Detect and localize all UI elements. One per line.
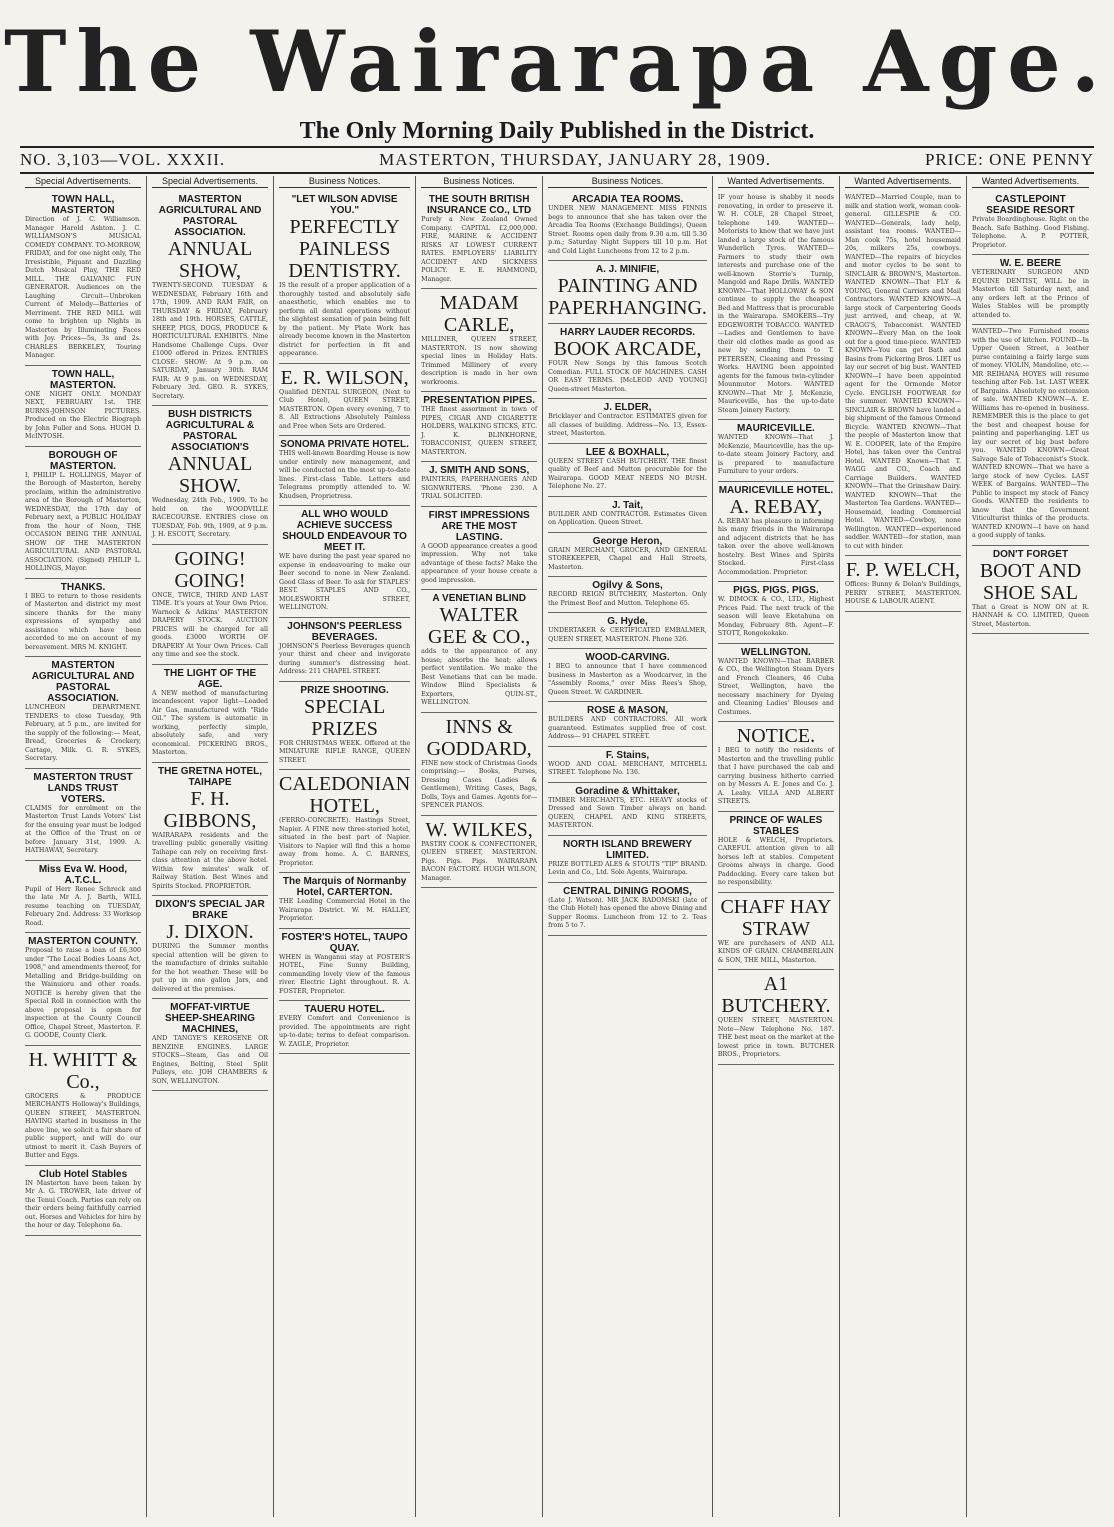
advertisement	[548, 533, 707, 578]
ad-display-line: PAINTING AND PAPERHANGING.	[548, 275, 707, 319]
ad-body-text: Offices: Bunny & Dolan's Buildings, PERRY STREET, MASTERTON. HOUSE & LABOUR AGENT.	[844, 581, 961, 605]
column-heading: Business Notices.	[421, 176, 537, 188]
ad-heading: SONOMA PRIVATE HOTEL.	[280, 439, 409, 450]
advertisement	[421, 590, 537, 713]
ad-body-text: I, PHILIP L. HOLLINGS, Mayor of the Borough of Masterton, hereby proclaim, within the administrative area of the Borough of Masterton, WEDNESDAY, the 17th day of February next, a PUBLIC HOLIDAY from the hour of Noon, THE OCCASION BEING THE ANNUAL SHOW OF THE MASTERTON AGRICULTURAL AND PASTORAL ASSOCIATION. (Signed) PHILIP L. HOLLINGS, Mayor.	[25, 471, 142, 572]
ad-heading: F. Stains,	[605, 749, 650, 761]
column-heading: Wanted Advertisements.	[845, 176, 961, 188]
ad-heading: ROSE & MASON,	[586, 705, 669, 716]
ad-display-line: GOING! GOING!	[174, 547, 246, 592]
advertisement	[25, 1046, 141, 1166]
ad-body-text: THE finest assortment in town of PIPES, CIGAR AND CIGARETTE HOLDERS, WALKING STICKS, ETC. J. K. BLINKHORNE, TOBACCONIST, QUEEN STREET, MASTERTON.	[421, 406, 538, 456]
advertisement	[152, 406, 268, 545]
ad-heading: A. J. MINIFIE,	[595, 264, 660, 275]
ad-body-text: AND TANGYE'S KEROSENE OR BENZINE ENGINES. LARGE STOCKS—Steam, Gas and Oil Engines, Belting, Steel Split Pulleys, etc. JOH CHAMBERS & SON, WELLINGTON.	[152, 1035, 269, 1085]
ad-display-line: H. WHITT & Co.,	[28, 1048, 138, 1093]
ad-heading: MASTERTON AGRICULTURAL AND PASTORAL ASSOCIATION.	[31, 660, 135, 704]
advertisement	[548, 836, 707, 883]
advertisement	[548, 324, 707, 399]
ad-heading: A VENETIAN BLIND	[432, 593, 526, 604]
advertisement	[548, 702, 707, 747]
ad-heading: CASTLEPOINT SEASIDE RESORT	[986, 194, 1075, 216]
advertisement	[152, 763, 268, 897]
ad-heading: ARCADIA TEA ROOMS.	[571, 194, 684, 205]
advertisement	[152, 545, 268, 665]
ad-heading: WELLINGTON.	[741, 646, 811, 658]
advertisement	[548, 613, 707, 649]
ad-body-text: Bricklayer and Contractor. ESTIMATES given for all classes of building. Address—No. 13, Essex-street, Masterton.	[548, 413, 707, 437]
ad-display-line: BOOT AND SHOE SAL	[979, 559, 1082, 604]
ad-heading: WOOD-CARVING.	[585, 652, 670, 663]
ad-body-text: adds to the appearance of any house; absorbs the heat; allows perfect ventilation. We make the Best Venetians that can be made. Window Blind Specialists & Exporters, QUIN-ST., WELLINGTON.	[421, 648, 538, 706]
ad-body-text: A GOOD appearance creates a good impression. Why not take advantage of these facts? Make the appearance of your house create a good impression.	[421, 542, 538, 584]
masthead	[0, 0, 1114, 169]
advertisement	[972, 191, 1089, 255]
ad-heading: Goradine & Whittaker,	[575, 785, 680, 797]
advertisement	[279, 364, 410, 437]
ad-body-text: IS the result of a proper application of a thoroughly tested and absolutely safe anaesthetic, which enables me to perform all dental operations without the slightest sensation of pain being felt by the patient. My Plate Work has already become known in the Masterton district for perfection in fit and appearance.	[279, 282, 411, 357]
newspaper-subtitle: The Only Morning Daily Published in the District.	[299, 118, 815, 144]
ad-heading: THE LIGHT OF THE AGE.	[163, 667, 257, 690]
ad-body-text: FOUR New Songs by this famous Scotch Comedian. FULL STOCK OF MACHINES. CASH OR EASY TERMS. [McLEOD AND YOUNG] Queen-street Masterton.	[548, 360, 707, 393]
ad-heading: FIRST IMPRESSIONS ARE THE MOST LASTING.	[428, 509, 530, 543]
ad-heading: "LET WILSON ADVISE YOU."	[291, 194, 398, 216]
ad-display-line: WALTER GEE & CO.,	[428, 604, 531, 648]
ad-body-text: A. REBAY has pleasure in informing his many friends in the Wairarapa and adjacent districts that he has taken over the above well-known hostelry. Best Wines and Spirits Stocked. First-class Accommodation. Proprietor.	[717, 517, 834, 576]
ad-heading: The Marquis of Normanby Hotel, CARTERTON.	[282, 876, 407, 898]
advertisement	[25, 447, 141, 579]
ad-body-text: Pupil of Herr Renee Schreck and the late Mr A. J. Barth, WILL resume teaching on TUESDAY, February 2nd. Address: 33 Worksop Road.	[25, 885, 142, 927]
ad-heading: HARRY LAUDER RECORDS.	[560, 327, 696, 338]
ad-body-text: WAIRARAPA residents and the travelling public generally visiting Taihape can rely on receiving first-class attention at the above hotel. Within few minutes' walk of Railway Station. Best Wines and Spirits Stocked. PROPRIETOR.	[152, 831, 269, 890]
ad-body-text: (FERRO-CONCRETE). Hastings Street, Napier. A FINE new three-storied hotel, situated in the best part of Napier. Visitors to Napier will find this a home away from home. A. C. BARNES, Proprietor.	[279, 817, 411, 867]
ad-heading: G. Hyde,	[607, 616, 648, 627]
ad-heading: J. SMITH AND SONS,	[429, 465, 530, 476]
advertisement	[279, 436, 410, 506]
ad-heading: MASTERTON TRUST LANDS TRUST VOTERS.	[33, 771, 133, 805]
ad-display-line: CALEDONIAN HOTEL,	[279, 773, 411, 817]
advertisement	[718, 191, 834, 420]
ad-heading: Ogilvy & Sons,	[592, 580, 663, 591]
column-heading: Wanted Advertisements.	[972, 176, 1089, 188]
advertisement	[25, 366, 141, 447]
ad-heading: MAURICEVILLE.	[737, 423, 815, 434]
ad-body-text: UNDERTAKER & CERTIFICATED EMBALMER, QUEEN STREET, MASTERTON. Phone 326.	[548, 627, 707, 643]
advertisement	[279, 1001, 410, 1054]
ad-heading: ALL WHO WOULD ACHIEVE SUCCESS SHOULD ENDEAVOUR TO MEET IT.	[282, 509, 407, 553]
column-heading: Business Notices.	[279, 176, 410, 188]
ad-body-text: Purely a New Zealand Owned Company. CAPITAL £2,000,000. FIRE, MARINE & ACCIDENT RISKS AT LOWEST CURRENT RATES. EMPLOYERS' LIABILITY ACCIDENT AND SICKNESS POLICY. E. E. HAMMOND, Manager.	[421, 216, 538, 283]
ad-body-text: WANTED KNOWN—That J. McKenzie, Mauriceville, has the up-to-date steam Joinery Factory, and is prepared to manufacture Furniture to your orders.	[717, 434, 834, 475]
column-1	[20, 176, 147, 1517]
advertisement	[279, 191, 410, 364]
ad-heading: J. ELDER,	[603, 402, 652, 413]
ad-display-line: A. REBAY,	[729, 495, 823, 518]
ad-body-text: LUNCHEON DEPARTMENT. TENDERS to close Tuesday, 9th February, at 5 p.m., are invited for the supply of the following:— Meat, Bread, Groceries & Crockery, Cartage, Milk. G. R. SYKES, Secretary.	[25, 704, 142, 762]
ad-body-text: GROCERS & PRODUCE MERCHANTS Holloway's Buildings, QUEEN STREET, MASTERTON. HAVING started in business in the above line, we solicit a fair share of public support, and will do our utmost to merit it. Cash Buyers of Butter and Eggs.	[25, 1092, 142, 1159]
ad-body-text: FINE new stock of Christmas Goods comprising:— Books, Purses, Dressing Cases (Ladies & Gentlemen), Writing Cases, Bags, Dolls, Toys and Games. Agents for— SPENCER PIANOS.	[421, 759, 538, 809]
place-date: MASTERTON, THURSDAY, JANUARY 28, 1909.	[379, 150, 771, 169]
ad-body-text: BUILDERS AND CONTRACTORS. All work guaranteed. Estimates supplied free of cost. Address— 91 CHAPEL STREET.	[548, 716, 707, 740]
column-8	[967, 176, 1094, 1517]
advertisement	[972, 546, 1089, 635]
ad-heading: PRINCE OF WALES STABLES	[729, 814, 823, 837]
advertisement	[718, 582, 834, 644]
advertisement	[972, 325, 1089, 546]
ad-body-text: Qualified DENTAL SURGEON, (Next to Club Hotel), QUEEN STREET, MASTERTON. Open every evening, 7 to 8. All Extractions Absolutely Painless and Free when Sets are Ordered.	[279, 388, 411, 430]
column-5	[543, 176, 713, 1517]
ad-heading: PIGS. PIGS. PIGS.	[733, 585, 819, 596]
ad-body-text: I BEG to notify the residents of Masterton and the travelling public that I have purchased the cab and carrying business hitherto carried on by Messrs A. E. Jones and Co. J. A. Leahy. VILLA AND ALBERT STREETS.	[717, 747, 834, 805]
advertisement	[718, 644, 834, 723]
ad-body-text: IN Masterton have been taken by Mr A. G. TROWER, late driver of the Tenui Coach. Parties can rely on their orders being faithfully carried out. Horses and Vehicles for hire by the hour or day. Telephone 6a.	[25, 1179, 142, 1229]
ad-display-line: E. R. WILSON,	[280, 366, 409, 389]
column-heading: Special Advertisements.	[25, 176, 141, 188]
ad-display-line: ANNUAL SHOW,	[167, 238, 253, 282]
ad-heading: MASTERTON COUNTY.	[28, 936, 138, 947]
ad-display-line: J. DIXON.	[166, 921, 254, 943]
advertisement	[279, 618, 410, 682]
advertisement	[25, 769, 141, 861]
ad-body-text: Proposal to raise a loan of £6,300 under "The Local Bodies Loans Act, 1908," and amendments thereof, for Metalling and Bridge-building on the Wainuioru and other roads. NOTICE is hereby given that the Special Roll in connection with the above proposal is open for inspection at the County Council Office, Chapel Street, Masterton. F. G. GOODE, County Clerk.	[25, 947, 142, 1039]
ad-heading: MASTERTON AGRICULTURAL AND PASTORAL ASSOCIATION.	[158, 194, 262, 238]
advertisement	[421, 816, 537, 889]
advertisement	[279, 873, 410, 929]
ad-display-line: A1 BUTCHERY.	[721, 973, 831, 1017]
ad-heading: J. Tait,	[612, 499, 643, 511]
advertisement	[421, 507, 537, 591]
ad-body-text: QUEEN STREET CASH BUTCHERY. THE finest quality of Beef and Mutton procurable for the Wairarapa. GOOD MEAT NEEDS NO BUSH. Telephone No. 27.	[548, 457, 707, 490]
advertisement	[152, 896, 268, 999]
advertisement	[548, 747, 707, 783]
ad-body-text: PAINTERS, PAPERHANGERS AND SIGNWRITERS. 'Phone 230. A TRIAL SOLICITED.	[421, 476, 538, 500]
ad-display-line: MADAM CARLE,	[439, 292, 519, 336]
ad-body-text: WE are purchasers of AND ALL KINDS OF GRAIN. CHAMBERLAIN & SON, THE MILL, Masterton.	[717, 939, 834, 964]
advertisement	[718, 893, 834, 971]
ad-body-text: BUILDER AND CONTRACTOR. Estimates Given on Application. Queen Street.	[548, 510, 707, 526]
ad-heading: MOFFAT-VIRTUE SHEEP-SHEARING MACHINES,	[165, 1002, 256, 1035]
ad-body-text: I BEG to announce that I have commenced business in Masterton as a Woodcarver, in the "Assembly Rooms," over Miss Rees's Shop, Queen Street. W. GARDINER.	[548, 663, 707, 696]
ad-body-text: THE Leading Commercial Hotel in the Wairarapa District. W. M. HALLEY, Proprietor.	[279, 898, 411, 922]
ad-body-text: HOLE & WELCH, Proprietors. CAREFUL attention given to all horses left at stables. Competent Grooms always in charge. Good Paddocking. Every care taken but no responsibility.	[717, 836, 834, 886]
ad-body-text: TIMBER MERCHANTS, ETC. HEAVY stocks of Dressed and Sawn Timber always on hand. QUEEN, CHAPEL AND KING STREETS, MASTERTON.	[548, 796, 707, 829]
ad-body-text: (Late J. Watson). MR JACK RADOMSKI (late of the Club Hotel) has opened the above Dining and Supper Rooms. Luncheon from 12 to 2. Teas from 5 to 7.	[548, 896, 707, 929]
advertisement	[25, 579, 141, 658]
ad-heading: THE GRETNA HOTEL, TAIHAPE	[157, 765, 263, 788]
advertisement	[421, 713, 537, 816]
ad-body-text: TWENTY-SECOND. TUESDAY & WEDNESDAY, February 16th and 17th, 1909. AND RAM FAIR, on THURSDAY & FRIDAY, February 18th and 19th. HORSES, CATTLE, SHEEP, PIGS, DOGS, PRODUCE & HORTICULTURAL EXHIBITS. Nine Handsome Challenge Cups. Over £1000 offered in Prizes. ENTRIES CLOSE: SHOW: At 9 p.m. on SATURDAY, January 30th. RAM FAIR: At 9 p.m. on WEDNESDAY, February 3rd. GEO. R. SYKES, Secretary.	[152, 282, 269, 400]
ad-display-line: ANNUAL SHOW.	[167, 453, 253, 497]
ad-body-text: FOR CHRISTMAS WEEK. Offered at the MINIATURE RIFLE RANGE, QUEEN STREET.	[279, 739, 411, 764]
ad-heading: PRESENTATION PIPES.	[423, 395, 536, 406]
ad-heading: W. E. BEERE	[999, 258, 1062, 269]
ad-body-text: IF your house is shabby it needs renovating, in order to preserve it. W. H. COLE, 28 Chapel Street, telephone 149. WANTED—Motorists to know that we have just landed a large stock of the famous Wunderlich Tyres. WANTED—Farmers to study their own interests and purchase one of the well-known Storrie's Turnip, Mangold and Rape Drills. WANTED KNOWN—That HOLLOWAY & SON continue to supply the cheapest Bed and Mattress that is procurable in the Wairarapa. SMOKERS—Try EDGEWORTH TOBACCO. WANTED—Ladies and Gentlemen to have their old clothes made as good as new by sending them to T. PETERSEN, Cleaning and Pressing Works. HAVING been appointed agents for the famous twin-cylinder Mounmutor Motors. WANTED KNOWN—That Mr J. McKenzie, Mauriceville, has the up-to-date Steam Joinery Factory.	[717, 194, 834, 414]
ad-body-text: THIS well-known Boarding House is now under entirely new management, and will be conducted on the most up-to-date lines. First-class Table. Letters and Telegrams promptly attended to. W. Knudsen, Proprietress.	[279, 450, 411, 500]
ad-body-text: A NEW method of manufacturing incandescent vapor light—Loaded Air Gas, manufactured with "Ride Oil." The system is automatic in working, perfectly simple, absolutely safe, and very economical. PICKERING BROS., Masterton.	[152, 689, 269, 756]
ad-body-text: PRIZE BOTTLED ALES & STOUTS "TIP" BRAND. Levin and Co., Ltd. Sole Agents, Wairarapa.	[548, 860, 707, 876]
column-4	[416, 176, 543, 1517]
advertisement	[548, 577, 707, 613]
ad-body-text: GRAIN MERCHANT, GROCER, AND GENERAL STOREKEEPER, Chapel and Hall Streets, Masterton.	[548, 546, 707, 571]
newspaper-columns	[20, 176, 1094, 1517]
advertisement	[421, 392, 537, 462]
column-6	[713, 176, 840, 1517]
ad-heading: PRIZE SHOOTING.	[300, 684, 389, 696]
newspaper-title: The Wairarapa Age.	[3, 12, 1110, 111]
ad-body-text: Private Boardinghouse. Right on the Beach. Safe Bathing. Good Fishing. Telephone. A. P. POTTER, Proprietor.	[971, 216, 1089, 249]
advertisement	[548, 497, 707, 533]
advertisement	[279, 929, 410, 1002]
advertisement	[718, 722, 834, 812]
advertisement	[152, 665, 268, 763]
ad-body-text: CLAIMS for enrolment on the Masterton Trust Lands Voters' List for the ensuing year must be lodged at the Office of the Trust on or before January 31st, 1909. A. HATHAWAY, Secretary.	[25, 804, 142, 854]
ad-heading: Miss Eva W. Hood, A.T.C.L.	[38, 863, 128, 886]
ad-body-text: WHEN in Wanganui stay at FOSTER'S HOTEL, Fine Sunny Building, commanding lovely view of the famous river. Electric Light throughout. R. A. FOSTER, Proprietor.	[279, 953, 411, 995]
column-7	[840, 176, 967, 1517]
advertisement	[972, 255, 1089, 325]
ad-heading: NORTH ISLAND BREWERY LIMITED.	[563, 838, 693, 861]
ad-body-text: JOHNSON'S Peerless Beverages quench your thirst and cheer and invigorate during summer's distressing heat. Address: 211 CHAPEL STREET.	[279, 642, 411, 675]
issue-number: NO. 3,103—VOL. XXXII.	[20, 150, 226, 169]
advertisement	[152, 191, 268, 406]
advertisement	[548, 399, 707, 444]
ad-heading: BOROUGH OF MASTERTON.	[48, 449, 118, 472]
ad-body-text: DURING the Summer months special attention will be given to the manufacture of drinks suitable for the hot weather. These will be put up in one gallon Jars, and delivered at the premises.	[152, 943, 269, 993]
ad-display-line: BOOK ARCADE,	[553, 338, 702, 360]
advertisement	[718, 420, 834, 482]
ad-body-text: I BEG to return to those residents of Masterton and district my most sincere thanks for the many expressions of sympathy and assistance which have been accorded to me on account of my bereavement. MRS M. KNIGHT.	[25, 592, 142, 651]
ad-body-text: WANTED KNOWN—That BARBER & CO., the Wellington Steam Dyers and French Cleaners, 46 Cuba Street, Wellington, have the necessary machinery for Dyeing and Cleaning Ladies' Blouses and Costumes.	[717, 657, 834, 716]
ad-display-line: CHAFF HAY STRAW	[720, 895, 832, 940]
ad-heading: Club Hotel Stables	[38, 1168, 128, 1180]
advertisement	[548, 783, 707, 836]
column-heading: Special Advertisements.	[152, 176, 268, 188]
ad-body-text: EVERY Comfort and Convenience is provided. The appointments are right up-to-date; terms to defeat comparison. W. ZAGLE, Proprietor.	[279, 1015, 411, 1048]
ad-display-line: INNS & GODDARD,	[426, 715, 532, 760]
advertisement	[25, 657, 141, 769]
ad-body-text: MILLINER, QUEEN STREET, MASTERTON. IS now showing special lines in Holiday Hats. Trimmed Millinery of every description is made in her own workrooms.	[421, 336, 538, 386]
advertisement	[718, 970, 834, 1065]
ad-display-line: SPECIAL PRIZES	[304, 695, 386, 740]
price: PRICE: ONE PENNY	[924, 150, 1094, 169]
advertisement	[25, 861, 141, 934]
advertisement	[421, 289, 537, 392]
ad-body-text: W. DIMOCK & CO., LTD., Highest Prices Paid. The next truck of the season will leave Eketahuna on Monday, February 8th. Agent—F. STOTT, Rongokokako.	[717, 596, 834, 637]
ad-display-line: W. WILKES,	[425, 818, 533, 841]
ad-heading: George Heron,	[592, 535, 663, 547]
ad-body-text: RECORD REIGN BUTCHERY, Masterton. Only the Primest Beef and Mutton. Telephone 65.	[548, 591, 707, 607]
advertisement	[279, 770, 410, 873]
ad-heading: BUSH DISTRICTS AGRICULTURAL & PASTORAL ASSOCIATION'S	[165, 409, 255, 453]
advertisement	[845, 556, 961, 612]
advertisement	[25, 933, 141, 1046]
ad-body-text: ONE NIGHT ONLY. MONDAY NEXT, FEBRUARY 1st. THE BURNS-JOHNSON PICTURES. Produced on the Electric Biograph by John Fuller and Sons. HUGH D. McINTOSH.	[25, 390, 142, 440]
ad-heading: THE SOUTH BRITISH INSURANCE CO., LTD	[427, 194, 532, 216]
advertisement	[548, 191, 707, 261]
ad-heading: TOWN HALL, MASTERTON	[51, 194, 115, 216]
ad-body-text: Wednesday, 24th Feb., 1909. To be held on the WOODVILLE RACECOURSE. ENTRIES close on TUESDAY, Feb. 9th, 1909, at 9 p.m. J. H. ESCOTT, Secretary.	[152, 497, 269, 538]
ad-heading: CENTRAL DINING ROOMS,	[563, 885, 692, 897]
ad-heading: DON'T FORGET	[992, 548, 1069, 560]
ad-heading: THANKS.	[60, 581, 106, 593]
advertisement	[548, 649, 707, 702]
ad-body-text: QUEEN STREET, MASTERTON. Note—New Telephone No. 187. THE best meat on the market at the lowest price in town. BUTCHER BROS., Proprietors.	[717, 1017, 834, 1058]
advertisement	[279, 506, 410, 618]
ad-display-line: F. H. GIBBONS,	[163, 787, 257, 832]
dateline	[20, 146, 1094, 174]
ad-body-text: WANTED—Two Furnished rooms with the use of kitchen. FOUND—In Upper Queen Street, a leather purse containing a fairly large sum of money. VIOLIN, Mandoline, etc.—MR REIHANA HOYES will resume teaching after Feb. 1st. LAST WEEK of Bargains. Absolutely no extension of sale. WANTED KNOWN—A. E. Williams has re-opened in business. REMEMBER this is the place to get the best and cheapest house for painting and paperhanging. LET us lay our secret of big bust before you. WANTED KNOWN—Great Salvage Sale of Tobacconist's Stock. WANTED KNOWN—That we have a large stock of new Cycles. LAST WEEK of Bargains. WANTED—The Public to inspect my stock of Fancy Goods. WANTED the residents to know that the Government Viticulturist thinks of the products. WANTED KNOWN—I have on hand a good supply of tanks.	[971, 328, 1089, 539]
advertisement	[718, 812, 834, 893]
ad-heading: LEE & BOXHALL,	[585, 446, 670, 458]
column-heading: Wanted Advertisements.	[718, 176, 834, 188]
advertisement	[421, 462, 537, 507]
advertisement	[548, 444, 707, 497]
advertisement	[718, 482, 834, 583]
advertisement	[25, 1166, 141, 1236]
column-2	[147, 176, 274, 1517]
ad-body-text: WOOD AND COAL MERCHANT, MITCHELL STREET. Telephone No. 136.	[548, 760, 707, 776]
ad-heading: DIXON'S SPECIAL JAR BRAKE	[155, 899, 265, 921]
advertisement	[421, 191, 537, 289]
ad-body-text: ONCE, TWICE, THIRD AND LAST TIME. It's yours at Your Own Price. Warnock & Adkins' MASTERTON DRAPERY STOCK. AUCTION PRICES will be charged for all goods. £3000 WORTH OF DRAPERY At Your Own Prices. Call any time and see the stock.	[152, 591, 269, 658]
advertisement	[25, 191, 141, 366]
ad-display-line: F. P. WELCH,	[845, 559, 961, 581]
ad-body-text: WE have during the past year spared no expense in endeavouring to make our Beer second to none in New Zealand. Good Glass of Beer. To ask for STAPLES' BEST. STAPLES AND CO., MOLESWORTH STREET, WELLINGTON.	[279, 553, 411, 611]
ad-body-text: That a Great is NOW ON at R. HANNAH & CO. LIMITED, Queen Street, Masterton.	[971, 603, 1089, 628]
column-heading: Business Notices.	[548, 176, 707, 188]
ad-heading: JOHNSON'S PEERLESS BEVERAGES.	[287, 620, 402, 643]
ad-body-text: WANTED—Married Couple, man to milk and station work, woman cook-general. GILLESPIE & CO. WANTED—Generals, lady help, assistant tea rooms. WANTED—Man cook 75s, hotel housemaid 20s, milkers 25s, cowboys. WANTED—The repairs of bicycles and motor cycles to be sent to SINCLAIR & BROWN'S, Masterton. WANTED KNOWN—That FLY & YOUNG, General Carriers and Mail Contractors. WANTED KNOWN—A large stock of Carpentering Goods just arrived, and cheap, at W. CRAGG'S, Tobacconist. WANTED KNOWN—Every Man on the look out for a good time-piece. WANTED KNOWN—You can get Bath and Basins from Pickering Bros. LIET us lay our secret of big bust. WANTED KNOWN—I have been appointed agent for the Ormonde Motor Cycle. ENGLISH FOOTWEAR for the summer. WANTED KNOWN—SINCLAIR & BROWN have landed a big shipment of the famous Ormond Bicycle. WANTED KNOWN—That the people of Masterton know that W. E. COOPER, late of the Empire Hotel, has taken over the Central Hotel. WANTED Known—That T. WAGG and CO., Coach and Carriage Builders. WANTED KNOWN—That the Grimshaw Dairy. WANTED KNOWN—That the Masterton Tea Gardens. WANTED—Housemaid, leading Commercial Hotel. WANTED—Cowboy, none Wellington. WANTED—experienced saddler. WANTED—for station, man to cut with binder.	[844, 194, 961, 550]
ad-body-text: Direction of J. C. Williamson. Manager Harold Ashton. J. C. WILLIAMSON'S MUSICAL COMEDY COMPANY. TO-MORROW, FRIDAY, and for one night only, The Irresistible, Piquant and Dazzling Dutch Musical Play, THE RED MILL. THE GALVANIC FUN GENERATOR. Audiences on the Laughing Circuit—Unbroken Current of Melody—Batteries of Merriment. THE RED MILL will come to brighten up Nights in Masterton by Illuminating Faces with Joy. Prices—5s, 3s and 2s. CHARLES BERKELEY, Touring Manager.	[25, 216, 142, 359]
ad-heading: FOSTER'S HOTEL, TAUPO QUAY.	[281, 931, 408, 954]
ad-body-text: PASTRY COOK & CONFECTIONER, QUEEN STREET, MASTERTON. Pigs. Pigs. Pigs. WAIRARAPA BACON FACTORY. HUGH WILSON, Manager.	[421, 840, 538, 882]
advertisement	[279, 682, 410, 771]
ad-display-line: NOTICE.	[736, 725, 816, 747]
ad-heading: MAURICEVILLE HOTEL.	[718, 484, 834, 496]
column-3	[274, 176, 416, 1517]
advertisement	[548, 883, 707, 936]
ad-body-text: UNDER NEW MANAGEMENT. MISS FINNIS begs to announce that she has taken over the Arcadia Tea Rooms (Exchange Buildings), Queen Street. Rooms open daily from 9.30 a.m. till 5.30 p.m.; Saturday Night Suppers till 10 p.m. Hot and Cold Light Luncheons from 12 to 2 p.m.	[548, 205, 707, 255]
ad-body-text: VETERINARY SURGEON AND EQUINE DENTIST, WILL be in Masterton till Saturday next, and any orders left at the Prince of Wales Stables will be promptly attended to.	[971, 269, 1089, 319]
ad-heading: TAUERU HOTEL.	[304, 1004, 385, 1015]
advertisement	[152, 999, 268, 1091]
ad-display-line: PERFECTLY PAINLESS DENTISTRY.	[288, 216, 401, 282]
ad-heading: TOWN HALL, MASTERTON.	[50, 368, 116, 391]
advertisement	[548, 261, 707, 324]
advertisement	[845, 191, 961, 556]
